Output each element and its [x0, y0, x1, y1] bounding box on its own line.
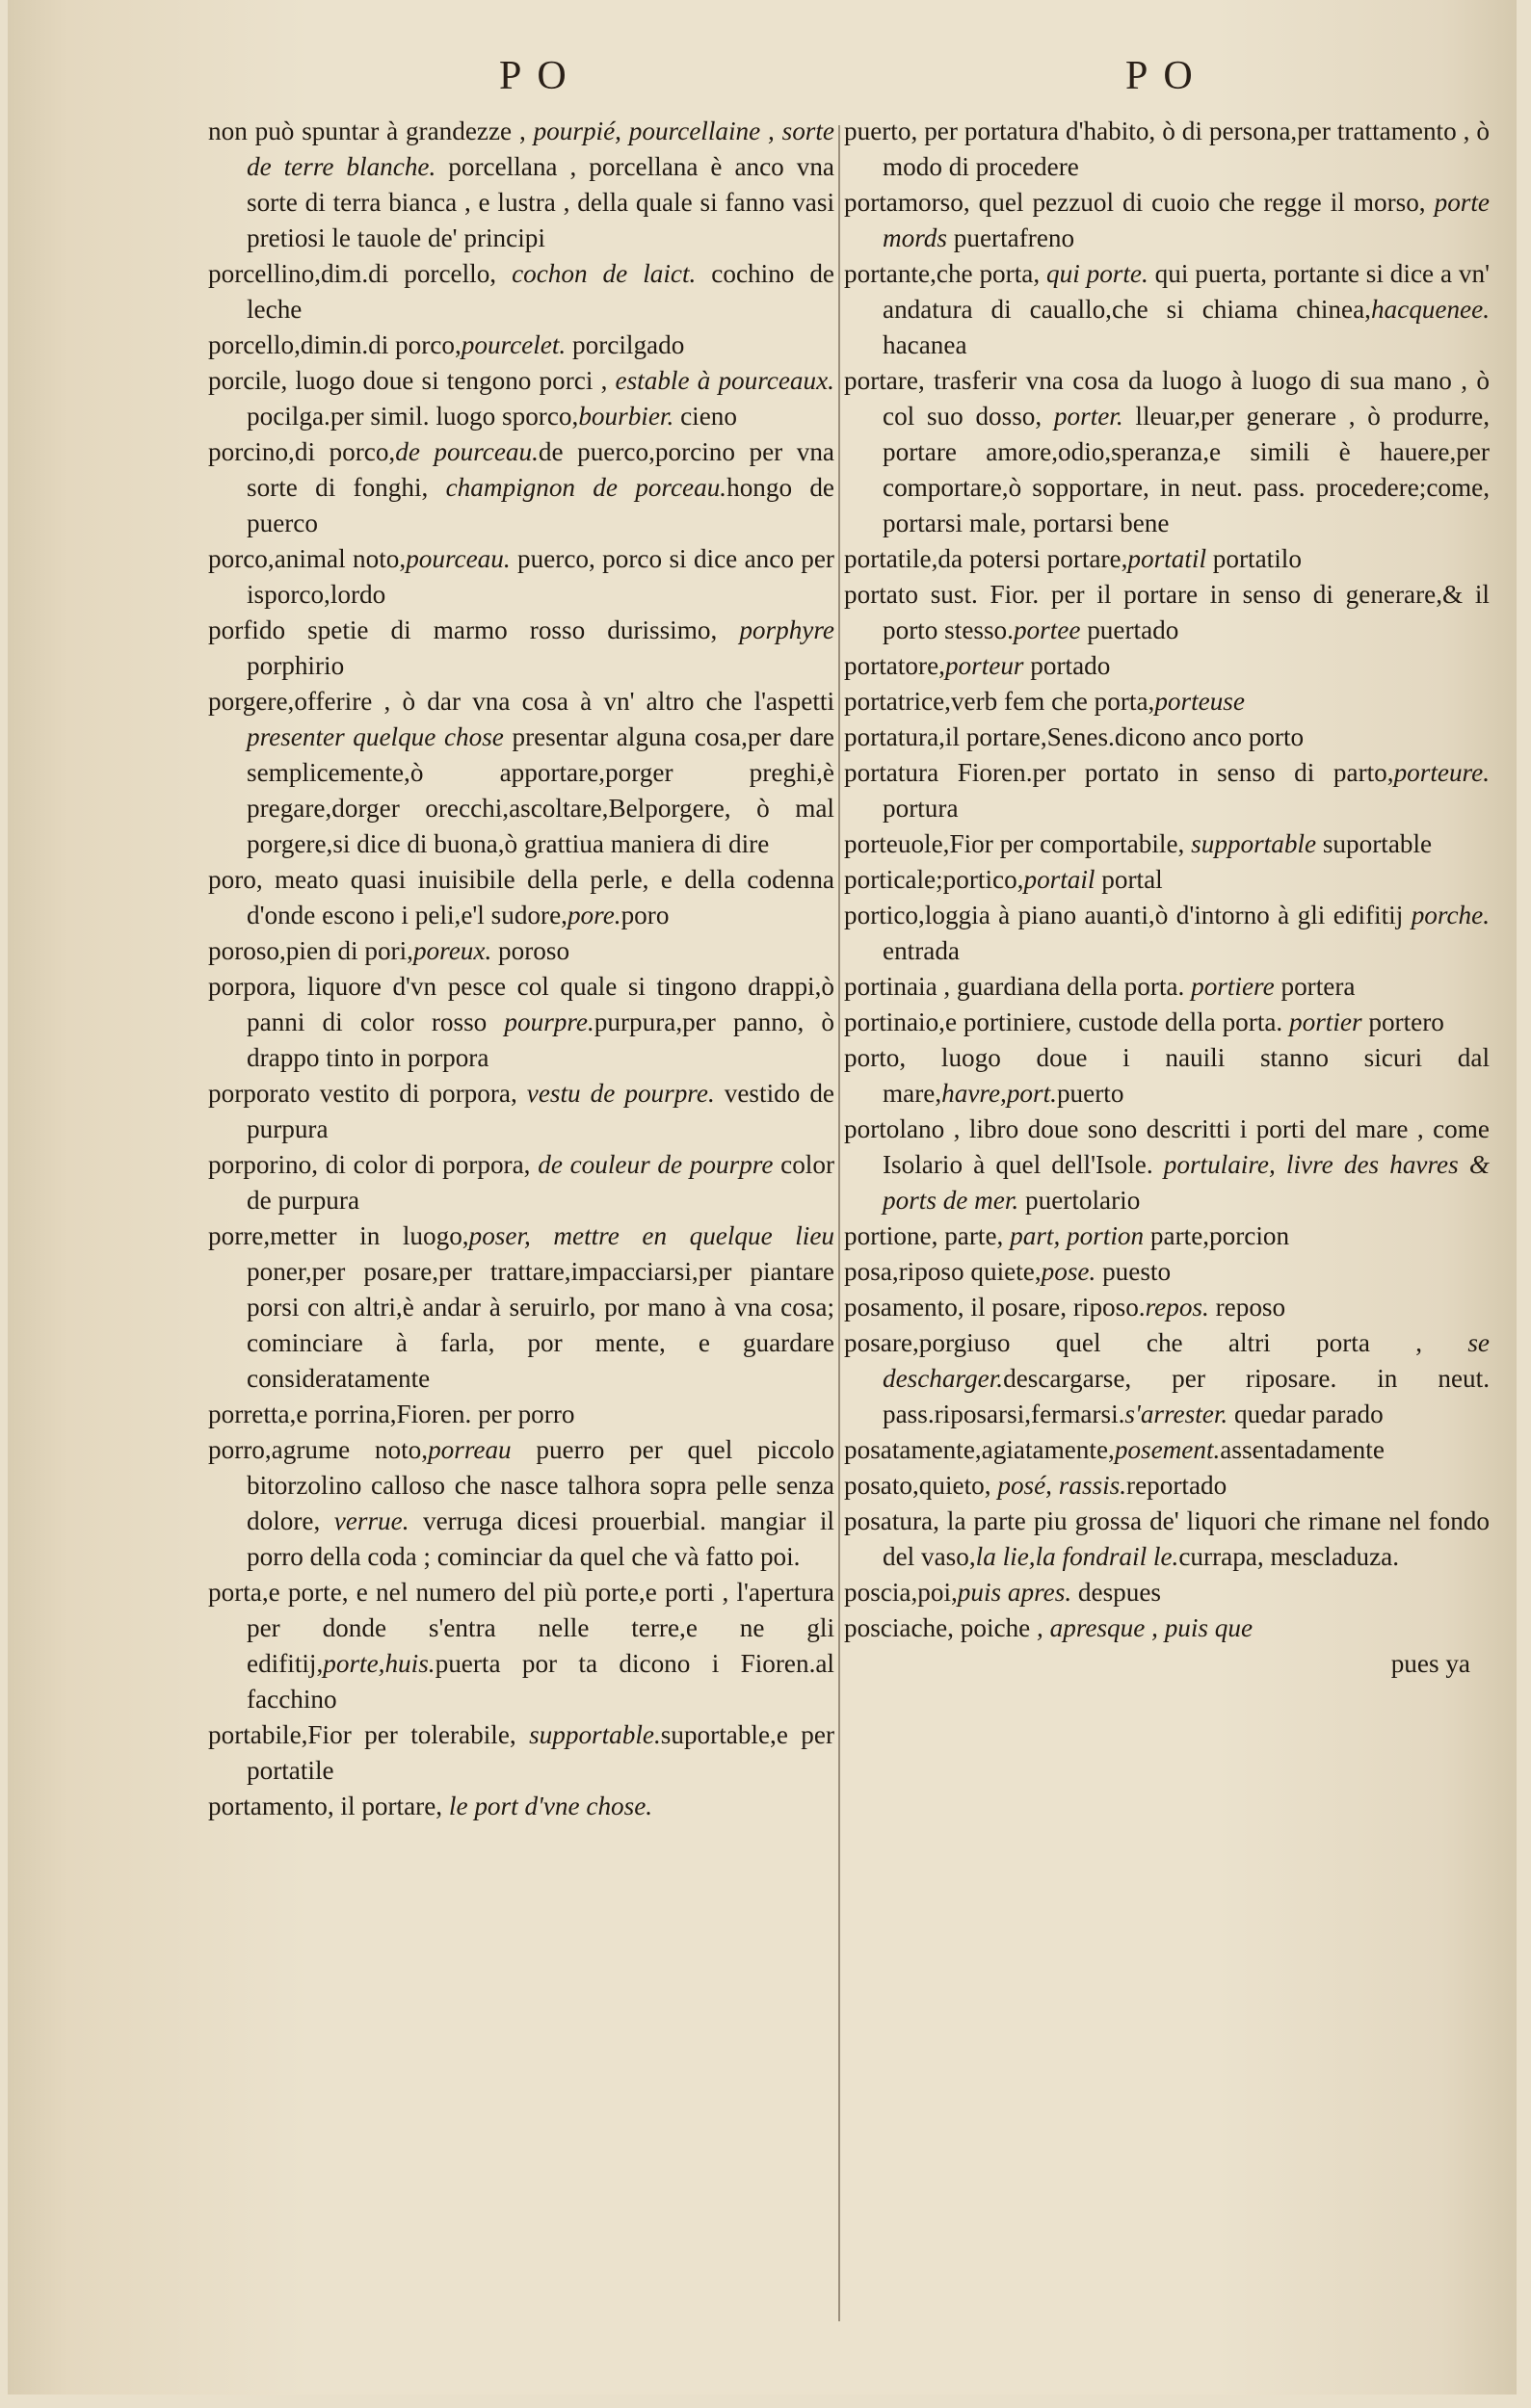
dictionary-entry	[844, 185, 1490, 256]
entry-text: color de purpura	[247, 1150, 835, 1215]
entry-text: portatrice,verb fem che porta,	[844, 687, 1155, 716]
french-gloss: supportable.	[529, 1720, 661, 1749]
entry-text: portinaio,e portiniere, custode della porta.	[844, 1008, 1290, 1036]
dictionary-entry	[844, 1290, 1490, 1325]
french-gloss: portier	[1289, 1008, 1362, 1036]
entry-text: quedar parado	[1227, 1400, 1384, 1428]
entry-text: poro	[620, 901, 670, 929]
french-gloss: hacquenee.	[1370, 295, 1490, 324]
french-gloss: vestu de pourpre.	[526, 1079, 715, 1108]
entry-text: qui puerta, portante si dice a vn' andatura di cauallo,che si chiama chinea,	[883, 259, 1490, 324]
dictionary-entry	[844, 1112, 1490, 1218]
entry-text: porporino, di color di porpora,	[208, 1150, 539, 1179]
french-gloss: se descharger.	[883, 1328, 1490, 1393]
dictionary-entry	[208, 933, 834, 969]
entry-text: porcellino,dim.di porcello,	[208, 259, 513, 288]
french-gloss: poser, mettre en quelque lieu	[468, 1221, 834, 1250]
entry-text: cochino de leche	[247, 259, 834, 324]
entry-text: portero	[1361, 1008, 1444, 1036]
dictionary-entry	[844, 256, 1490, 363]
entry-text: lleuar,per generare , ò produrre, portare amore,odio,speranza,e simili è hauere,per comportare,ò sopportare, in neut. pass. procedere;come, portarsi male, portarsi bene	[883, 402, 1490, 537]
entry-text: portamorso, quel pezzuol di cuoio che regge il morso,	[844, 188, 1435, 217]
entry-text: porretta,e porrina,Fioren. per porro	[208, 1400, 575, 1428]
french-gloss: supportable	[1191, 829, 1317, 858]
entry-text: portado	[1023, 651, 1111, 680]
entry-text: porteuole,Fior per comportabile,	[844, 829, 1192, 858]
entry-text: pocilga.per simil. luogo sporco,	[247, 402, 579, 431]
entry-text: posatura, la parte piu grossa de' liquori che rimane nel fondo del vaso,	[844, 1506, 1490, 1571]
dictionary-entry	[844, 862, 1490, 898]
entry-text: portera	[1274, 972, 1356, 1001]
dictionary-entry	[844, 1575, 1490, 1610]
french-gloss: poreux.	[412, 936, 492, 965]
french-gloss: pose.	[1041, 1257, 1096, 1286]
entry-text: portabile,Fior per tolerabile,	[208, 1720, 530, 1749]
entry-text: puerro per quel piccolo bitorzolino calloso che nasce talhora sopra pelle senza dolore,	[247, 1435, 834, 1535]
french-gloss: portee	[1013, 615, 1081, 644]
entry-text: currapa, mescladuza.	[1178, 1542, 1400, 1571]
french-gloss: porte mords	[883, 188, 1490, 252]
french-gloss: la lie,la fondrail le.	[975, 1542, 1179, 1571]
french-gloss: le port d'vne chose.	[448, 1792, 653, 1820]
french-gloss: part, portion	[1010, 1221, 1145, 1250]
dictionary-entry	[208, 114, 834, 256]
entry-text: poscia,poi,	[844, 1578, 958, 1607]
entry-text: portatura,il portare,Senes.dicono anco porto	[844, 722, 1305, 751]
entry-text: porpora, liquore d'vn pesce col quale si tingono drappi,ò panni di color rosso	[208, 972, 834, 1036]
entry-text: posciache, poiche	[844, 1613, 1038, 1642]
entry-text: posatamente,agiatamente,	[844, 1435, 1115, 1464]
entry-text: despues	[1071, 1578, 1161, 1607]
entry-text: puerto, per portatura d'habito, ò di persona,per trattamento , ò modo di procedere	[844, 117, 1490, 181]
french-gloss: porte,huis.	[323, 1649, 436, 1678]
entry-text: porcellana , porcellana è anco vna sorte di terra bianca , e lustra , della quale si fanno vasi pretiosi le tauole de' principi	[247, 152, 834, 252]
dictionary-entry	[844, 1218, 1490, 1254]
french-gloss: portail	[1023, 865, 1095, 894]
entry-text: portione, parte,	[844, 1221, 1011, 1250]
entry-text: puerco, porco si dice anco per isporco,lordo	[247, 544, 834, 609]
entry-text: portolano , libro doue sono descritti i porti del mare , come Isolario à quel dell'Isole.	[844, 1114, 1490, 1179]
dictionary-entry	[208, 1218, 834, 1397]
dictionary-entry	[208, 434, 834, 541]
dictionary-entry	[208, 1575, 834, 1717]
dictionary-entry	[844, 1610, 1490, 1646]
entry-text: verruga dicesi prouerbial. mangiar il porro della coda ; cominciar da quel che và fatto poi.	[247, 1506, 834, 1571]
entry-text: porto, luogo doue i nauili stanno sicuri dal mare,	[844, 1043, 1490, 1108]
dictionary-entry	[844, 577, 1490, 648]
dictionary-entry	[208, 969, 834, 1076]
dictionary-entry	[208, 1789, 834, 1824]
entry-text: puertafreno	[946, 223, 1075, 252]
entry-text: purpura,per panno, ò drappo tinto in porpora	[247, 1008, 834, 1072]
column-divider	[838, 125, 840, 2321]
entry-text: porporato vestito di porpora,	[208, 1079, 527, 1108]
entry-text: de puerco,porcino per vna sorte di fonghi,	[247, 437, 834, 502]
dictionary-entry	[208, 327, 834, 363]
french-gloss: pore.	[567, 901, 621, 929]
french-gloss: verrue.	[333, 1506, 409, 1535]
dictionary-entry	[844, 1005, 1490, 1040]
entry-text: portamento, il portare,	[208, 1792, 449, 1820]
dictionary-entry	[208, 684, 834, 862]
french-gloss: portiere	[1191, 972, 1275, 1001]
entry-text: reposo	[1208, 1293, 1286, 1322]
french-gloss: havre,port.	[941, 1079, 1057, 1108]
entry-text: portante,che porta,	[844, 259, 1046, 288]
entry-text: portatilo	[1206, 544, 1302, 573]
entry-text: porgere,offerire , ò dar vna cosa à vn' altro che l'aspetti	[208, 687, 834, 716]
dictionary-entry	[844, 1504, 1490, 1575]
entry-text: puertolario	[1018, 1186, 1141, 1215]
french-gloss: presenter quelque chose	[247, 722, 504, 751]
entry-text: porcino,di porco,	[208, 437, 396, 466]
entry-text: descargarse, per riposare. in neut. pass.riposarsi,fermarsi.	[883, 1364, 1490, 1428]
entry-text: parte,porcion	[1144, 1221, 1290, 1250]
entry-text: portatore,	[844, 651, 945, 680]
entry-text: porta,e porte, e nel numero del più porte,e porti , l'apertura per donde s'entra nelle terre,e ne gli edifitij,	[208, 1578, 834, 1678]
french-gloss: pourcelet.	[461, 330, 567, 359]
dictionary-entry	[844, 648, 1490, 684]
dictionary-entry	[208, 862, 834, 933]
dictionary-entry	[844, 898, 1490, 969]
dictionary-entry	[844, 114, 1490, 185]
dictionary-entry	[844, 826, 1490, 862]
entry-text: posamento, il posare, riposo.	[844, 1293, 1146, 1322]
entry-text: hongo de puerco	[247, 473, 834, 537]
entry-text: assentadamente	[1220, 1435, 1385, 1464]
entry-text: portico,loggia à piano auanti,ò d'intorno à gli edifitij	[844, 901, 1412, 929]
entry-text: portato sust. Fior. per il portare in senso di generare,& il porto stesso.	[844, 580, 1490, 644]
entry-text: portatile,da potersi portare,	[844, 544, 1128, 573]
dictionary-entry	[208, 1076, 834, 1147]
dictionary-entry	[844, 363, 1490, 541]
french-gloss: bourbier.	[578, 402, 674, 431]
french-gloss: porche.	[1411, 901, 1490, 929]
entry-text: porro,agrume noto,	[208, 1435, 429, 1464]
french-gloss: estable à pourceaux.	[615, 366, 834, 395]
french-gloss: posé, rassis.	[997, 1471, 1127, 1500]
dictionary-entry	[208, 256, 834, 327]
running-head-left: PO	[499, 54, 582, 98]
dictionary-entry	[844, 1254, 1490, 1290]
entry-text: poro, meato quasi inuisibile della perle, e della codenna d'onde escono i peli,e'l sudore,	[208, 865, 834, 929]
dictionary-entry	[208, 1432, 834, 1575]
entry-text: presentar alguna cosa,per dare semplicemente,ò apportare,porger preghi,è pregare,dorger orecchi,ascoltare,Belporgere, ò mal porgere,si dice di buona,ò grattiua maniera di dire	[247, 722, 834, 858]
entry-text: puesto	[1095, 1257, 1172, 1286]
entry-text: posare,porgiuso quel che altri porta ,	[844, 1328, 1468, 1357]
entry-text: porfido spetie di marmo rosso durissimo,	[208, 615, 740, 644]
french-gloss: champignon de porceau.	[445, 473, 727, 502]
running-head-right: PO	[1125, 54, 1208, 98]
french-gloss: pourceau.	[406, 544, 511, 573]
entry-text: poner,per posare,per trattare,impacciarsi,per piantare porsi con altri,è andar à seruirlo, por mano à vna cosa; cominciare à farla, por mente, e guardare consideratamente	[247, 1257, 834, 1393]
french-gloss: qui porte.	[1046, 259, 1148, 288]
entry-text: portinaia , guardiana della porta.	[844, 972, 1192, 1001]
dictionary-entry	[844, 684, 1490, 720]
french-gloss: porphyre	[739, 615, 834, 644]
french-gloss: porteur	[944, 651, 1024, 680]
entry-text: puerta por ta dicono i Fioren.al facchino	[247, 1649, 834, 1714]
right-column	[844, 114, 1490, 1682]
dictionary-entry	[208, 613, 834, 684]
french-gloss: porteuse	[1154, 687, 1245, 716]
entry-text: porcilgado	[566, 330, 685, 359]
dictionary-entry	[844, 1432, 1490, 1468]
french-gloss: de pourceau.	[395, 437, 539, 466]
dictionary-entry	[844, 1325, 1490, 1432]
entry-text: suportable	[1316, 829, 1433, 858]
french-gloss: , apresque , puis que	[1037, 1613, 1254, 1642]
french-gloss: porteure.	[1393, 758, 1490, 787]
french-gloss: puis apres.	[957, 1578, 1072, 1607]
french-gloss: porreau	[428, 1435, 512, 1464]
dictionary-entry	[208, 1717, 834, 1789]
dictionary-entry	[844, 1468, 1490, 1504]
catchword: pues ya	[1390, 1649, 1470, 1678]
entry-text: posato,quieto,	[844, 1471, 998, 1500]
french-gloss: cochon de laict.	[512, 259, 697, 288]
dictionary-entry	[844, 541, 1490, 577]
entry-text: porcile, luogo doue si tengono porci ,	[208, 366, 616, 395]
french-gloss: de couleur de pourpre	[538, 1150, 774, 1179]
entry-text: posa,riposo quiete,	[844, 1257, 1042, 1286]
dictionary-entry	[844, 720, 1490, 755]
left-column	[208, 114, 834, 1824]
dictionary-entry	[208, 1147, 834, 1218]
french-gloss: portatil	[1127, 544, 1206, 573]
dictionary-entry	[208, 1397, 834, 1432]
entry-text: porphirio	[247, 651, 345, 680]
french-gloss: repos.	[1145, 1293, 1209, 1322]
entry-text: porco,animal noto,	[208, 544, 407, 573]
french-gloss: porter.	[1053, 402, 1123, 431]
entry-text: porre,metter in luogo,	[208, 1221, 469, 1250]
entry-text: portare, trasferir vna cosa da luogo à luogo di sua mano , ò col suo dosso,	[844, 366, 1490, 431]
dictionary-entry	[208, 363, 834, 434]
entry-text: entrada	[883, 936, 960, 965]
entry-text: poroso	[491, 936, 570, 965]
entry-text: cieno	[673, 402, 737, 431]
dictionary-entry	[208, 541, 834, 613]
french-gloss: pourpié, pourcellaine , sorte de terre blanche.	[247, 117, 834, 181]
entry-text: puertado	[1080, 615, 1179, 644]
entry-text: portura	[883, 794, 959, 823]
entry-text: poroso,pien di pori,	[208, 936, 413, 965]
french-gloss: pourpre.	[504, 1008, 594, 1036]
french-gloss: s'arrester.	[1124, 1400, 1228, 1428]
french-gloss: posement.	[1114, 1435, 1221, 1464]
entry-text: hacanea	[883, 330, 967, 359]
dictionary-entry	[844, 1040, 1490, 1112]
french-gloss: portulaire, livre des havres & ports de mer.	[883, 1150, 1490, 1215]
entry-text: suportable,e per portatile	[247, 1720, 834, 1785]
entry-text: porcello,dimin.di porco,	[208, 330, 462, 359]
entry-text: portal	[1095, 865, 1163, 894]
entry-text: reportado	[1126, 1471, 1227, 1500]
entry-text: vestido de purpura	[247, 1079, 834, 1143]
dictionary-entry	[844, 969, 1490, 1005]
entry-text: puerto	[1056, 1079, 1124, 1108]
entry-text: non può spuntar à grandezze ,	[208, 117, 534, 145]
dictionary-page	[8, 0, 1517, 2395]
dictionary-entry	[844, 755, 1490, 826]
entry-text: porticale;portico,	[844, 865, 1024, 894]
entry-text: portatura Fioren.per portato in senso di parto,	[844, 758, 1394, 787]
